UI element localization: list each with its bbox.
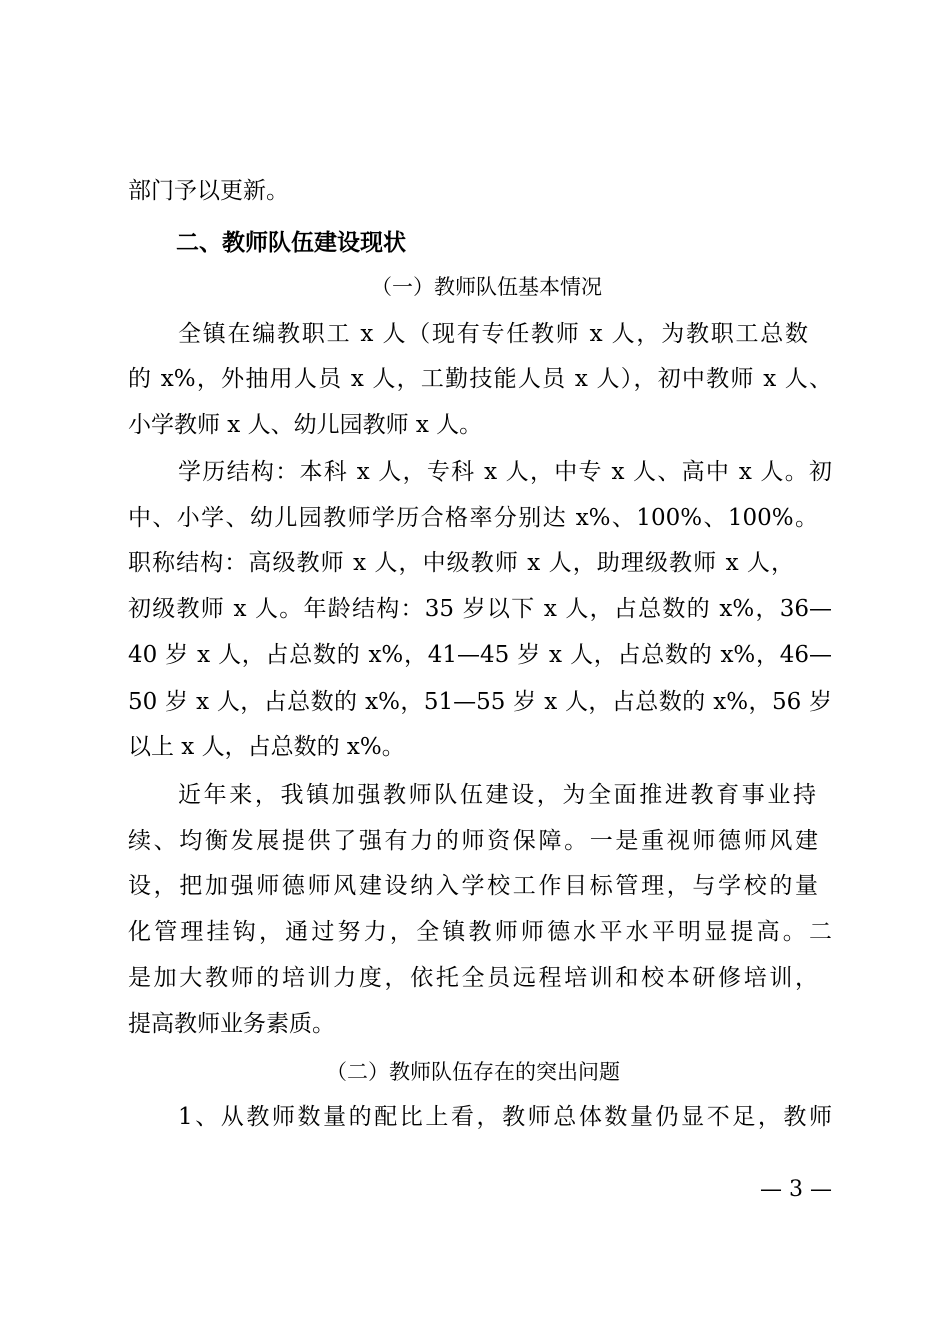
para3-line: 提高教师业务素质。 xyxy=(128,1011,335,1037)
para2-line: 学历结构：本科 x 人，专科 x 人，中专 x 人、高中 x 人。初 xyxy=(178,459,832,485)
para3-line: 化管理挂钩，通过努力，全镇教师师德水平水平明显提高。二 xyxy=(128,919,832,945)
para3-line: 是加大教师的培训力度，依托全员远程培训和校本研修培训， xyxy=(128,965,818,991)
para2-line: 初级教师 x 人。年龄结构：35 岁以下 x 人，占总数的 x%，36— xyxy=(128,596,832,622)
para2-line: 40 岁 x 人，占总数的 x%，41—45 岁 x 人，占总数的 x%，46— xyxy=(128,642,832,668)
para3-line: 近年来，我镇加强教师队伍建设，为全面推进教育事业持 xyxy=(178,782,816,808)
para3-line: 续、均衡发展提供了强有力的师资保障。一是重视师德师风建 xyxy=(128,828,818,854)
subsection-title-1: （一）教师队伍基本情况 xyxy=(371,275,602,299)
para3-line: 设，把加强师德师风建设纳入学校工作目标管理，与学校的量 xyxy=(128,873,818,899)
para2-line: 职称结构：高级教师 x 人，中级教师 x 人，助理级教师 x 人， xyxy=(128,550,794,576)
para2-line: 50 岁 x 人，占总数的 x%，51—55 岁 x 人，占总数的 x%，56 岁 xyxy=(128,689,832,715)
para4-line: 1、从教师数量的配比上看，教师总体数量仍显不足，教师 xyxy=(178,1104,832,1130)
para1-line: 全镇在编教职工 x 人（现有专任教师 x 人，为教职工总数 xyxy=(178,321,808,347)
subsection-title-2: （二）教师队伍存在的突出问题 xyxy=(326,1060,620,1084)
para2-line: 以上 x 人，占总数的 x%。 xyxy=(128,734,405,760)
para1-line: 小学教师 x 人、幼儿园教师 x 人。 xyxy=(128,412,483,438)
carryover-line: 部门予以更新。 xyxy=(128,178,289,204)
para2-line: 中、小学、幼儿园教师学历合格率分别达 x%、100%、100%。 xyxy=(128,505,818,531)
para1-line: 的 x%，外抽用人员 x 人，工勤技能人员 x 人），初中教师 x 人、 xyxy=(128,366,832,392)
section-title: 二、教师队伍建设现状 xyxy=(176,230,406,256)
page-number: — 3 — xyxy=(760,1177,832,1202)
